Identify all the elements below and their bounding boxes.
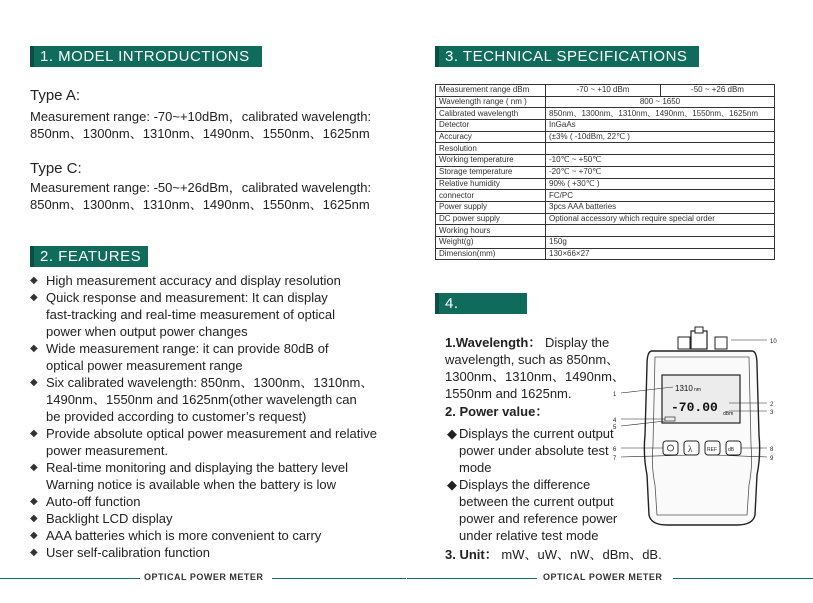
layout-text-line: under relative test mode [459, 528, 599, 543]
list-item-continuation: Warning notice is available when the battery is low [46, 477, 336, 492]
spec-cell: Dimension(mm) [436, 248, 546, 260]
connector-port [715, 337, 727, 349]
spec-cell: -70 ~ +10 dBm [546, 85, 661, 97]
diamond-bullet-icon: ◆ [447, 477, 457, 492]
spec-cell: Working temperature [436, 155, 546, 167]
callout-label: 8 [770, 447, 774, 453]
type-c-heading: Type C: [30, 160, 82, 177]
list-item: ◆ User self-calibration function [30, 545, 211, 560]
list-item: ◆ Quick response and measurement: It can display [30, 290, 328, 305]
list-item: ◆ Six calibrated wavelength: 850nm、1300nm、1310nm、 [30, 375, 374, 390]
unit-icon: dB [728, 447, 735, 453]
right-page [407, 0, 813, 603]
spec-cell: Storage temperature [436, 166, 546, 178]
diamond-bullet-icon: ◆ [30, 292, 38, 303]
spec-cell: 150g [546, 236, 775, 248]
table-row [436, 120, 775, 132]
left-page [0, 0, 406, 603]
spec-cell: connector [436, 190, 546, 202]
diamond-bullet-icon: ◆ [30, 343, 38, 354]
ref-icon: REF [707, 447, 717, 453]
spec-cell: Detector [436, 120, 546, 132]
callout-label: 9 [770, 456, 774, 462]
spec-cell: 800 ~ 1650 [546, 96, 775, 108]
callout-label: 5 [613, 425, 617, 431]
power-button[interactable] [663, 441, 678, 455]
layout-item-power-value: 2. Power value： [445, 404, 549, 419]
spec-cell: Working hours [436, 225, 546, 237]
diamond-bullet-icon: ◆ [30, 428, 38, 439]
diamond-bullet-icon: ◆ [30, 377, 38, 388]
callout-label: 3 [770, 410, 774, 416]
spec-cell: 130×66×27 [546, 248, 775, 260]
spec-table [435, 84, 775, 260]
section-title-layout: 4. LAYOUT [435, 293, 527, 314]
spec-cell: -50 ~ +26 dBm [661, 85, 775, 97]
type-a-line1: Measurement range: -70~+10dBm，calibrated wavelength: [30, 109, 372, 124]
connector-cap [695, 327, 703, 333]
spec-cell: 3pcs AAA batteries [546, 201, 775, 213]
layout-text-line: between the current output [459, 494, 614, 509]
list-item: ◆ AAA batteries which is more convenient to carry [30, 528, 322, 543]
layout-text-line: mode [459, 460, 492, 475]
connector-port [691, 331, 707, 349]
callout-label: 6 [613, 447, 617, 453]
spec-cell: Wavelength range ( nm ) [436, 96, 546, 108]
lambda-icon: λ [688, 444, 693, 454]
spec-cell: Accuracy [436, 131, 546, 143]
list-item: ◆ Backlight LCD display [30, 511, 173, 526]
features-list [30, 272, 390, 561]
lcd-wavelength-unit: nm [694, 387, 701, 393]
layout-text-line: power under absolute test [459, 443, 609, 458]
table-row [436, 96, 775, 108]
table-row [436, 85, 775, 97]
lcd-power-value: -70.00 [671, 400, 718, 415]
callout-label: 1 [613, 392, 617, 398]
connector-port [678, 337, 690, 349]
diamond-bullet-icon: ◆ [30, 275, 38, 286]
footer-rule-right [407, 578, 537, 579]
list-item-continuation: fast-tracking and real-time measurement of optical [46, 307, 336, 322]
layout-text-line: Displays the difference [459, 477, 591, 492]
footer-rule-left-2 [272, 578, 406, 579]
spec-cell: 90% ( +30℃ ) [546, 178, 775, 190]
diamond-bullet-icon: ◆ [30, 530, 38, 541]
spec-cell: Power supply [436, 201, 546, 213]
layout-text-line: wavelength, such as 850nm、 [445, 352, 620, 367]
list-item: ◆ Provide absolute optical power measurement and relative [30, 426, 377, 441]
table-row [436, 225, 775, 237]
section-title-model-introductions: 1. MODEL INTRODUCTIONS [30, 46, 262, 67]
power-meter-device-illustration [607, 325, 779, 530]
table-row [436, 236, 775, 248]
diamond-bullet-icon: ◆ [447, 426, 457, 441]
callout-label: 7 [613, 456, 617, 462]
lcd-power-unit: dBm [723, 411, 734, 417]
list-item-continuation: be provided according to customer’s request) [46, 409, 307, 424]
spec-cell [546, 143, 775, 155]
list-item: ◆ Auto-off function [30, 494, 141, 509]
layout-item-unit: 3. Unit： mW、uW、nW、dBm、dB. [445, 547, 662, 562]
list-item-continuation: optical power measurement range [46, 358, 243, 373]
type-a-heading: Type A: [30, 87, 81, 104]
callout-label: 4 [613, 418, 617, 424]
callout-label: 10 [770, 339, 777, 345]
spec-cell: InGaAs [546, 120, 775, 132]
list-item-continuation: 1490nm、1550nm and 1625nm(other wavelength can [46, 392, 357, 407]
list-item: ◆ Real-time monitoring and displaying the battery level [30, 460, 349, 475]
table-row [436, 248, 775, 260]
table-row [436, 213, 775, 225]
table-row [436, 143, 775, 155]
type-a-line2: 850nm、1300nm、1310nm、1490nm、1550nm、1625nm [30, 126, 370, 141]
section-title-technical-specifications: 3. TECHNICAL SPECIFICATIONS [435, 46, 699, 67]
spec-cell: Weight(g) [436, 236, 546, 248]
layout-text-line: 1550nm and 1625nm. [445, 386, 572, 401]
table-row [436, 201, 775, 213]
footer-text-left: OPTICAL POWER METER [144, 572, 264, 582]
table-row [436, 108, 775, 120]
section-title-features: 2. FEATURES [30, 246, 148, 267]
layout-text-line: power and reference power [459, 511, 618, 526]
spec-cell: (±3% ( -10dBm, 22℃ ) [546, 131, 775, 143]
layout-item-wavelength: 1.Wavelength： Display the [445, 335, 610, 350]
spec-cell: DC power supply [436, 213, 546, 225]
lcd-wavelength: 1310 [675, 384, 693, 393]
spec-cell: Relative humidity [436, 178, 546, 190]
diamond-bullet-icon: ◆ [30, 496, 38, 507]
footer-rule-left [0, 578, 140, 579]
list-item: ◆ Wide measurement range: it can provide 80dB of [30, 341, 329, 356]
table-row [436, 131, 775, 143]
callout-label: 2 [770, 402, 774, 408]
list-item: ◆ High measurement accuracy and display resolution [30, 273, 341, 288]
spec-cell: 850nm、1300nm、1310nm、1490nm、1550nm、1625nm [546, 108, 775, 120]
list-item-continuation: power measurement. [46, 443, 169, 458]
layout-text-line: Displays the current output [459, 426, 614, 441]
table-row [436, 166, 775, 178]
footer-rule-right-2 [673, 578, 813, 579]
spec-cell: FC/PC [546, 190, 775, 202]
diamond-bullet-icon: ◆ [30, 547, 38, 558]
table-row [436, 155, 775, 167]
spec-cell: Calibrated wavelength [436, 108, 546, 120]
table-row [436, 178, 775, 190]
spec-cell: Measurement range dBm [436, 85, 546, 97]
type-c-line1: Measurement range: -50~+26dBm，calibrated wavelength: [30, 180, 372, 195]
type-c-line2: 850nm、1300nm、1310nm、1490nm、1550nm、1625nm [30, 197, 370, 212]
spec-cell [546, 225, 775, 237]
table-row [436, 190, 775, 202]
list-item-continuation: power when output power changes [46, 324, 248, 339]
diamond-bullet-icon: ◆ [30, 462, 38, 473]
layout-text-line: 1300nm、1310nm、1490nm、 [445, 369, 625, 384]
spec-cell: -20℃ ~ +70℃ [546, 166, 775, 178]
spec-cell: Optional accessory which require special order [546, 213, 775, 225]
spec-cell: -10℃ ~ +50℃ [546, 155, 775, 167]
footer-text-right: OPTICAL POWER METER [543, 572, 663, 582]
spec-cell: Resolution [436, 143, 546, 155]
diamond-bullet-icon: ◆ [30, 513, 38, 524]
